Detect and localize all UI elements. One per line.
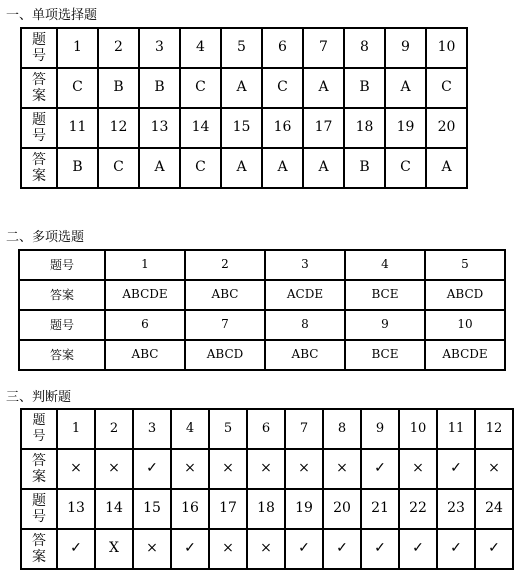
table-cell: A [221,68,262,108]
table-cell: ✓ [437,529,475,569]
table-cell: 20 [426,108,467,148]
table-cell: A [303,148,344,188]
table-cell: 13 [139,108,180,148]
table-cell: 2 [95,409,133,449]
table-cell: A [426,148,467,188]
table-cell: 6 [262,28,303,68]
table-row [19,250,505,280]
table-cell: × [95,449,133,489]
table-cell: 12 [98,108,139,148]
table-cell: 3 [139,28,180,68]
table-cell: 17 [303,108,344,148]
question-number-label: 题 号 [21,489,57,529]
table-cell: 21 [361,489,399,529]
table-cell: × [57,449,95,489]
table-cell: 8 [265,310,345,340]
table-cell: 6 [247,409,285,449]
section-heading-judge: 三、判断题 [6,390,72,405]
table-cell: 2 [98,28,139,68]
table-cell: 3 [133,409,171,449]
table-cell: ABC [265,340,345,370]
table-cell: BCE [345,280,425,310]
table-cell: 10 [426,28,467,68]
table-cell: ACDE [265,280,345,310]
table-cell: ✓ [361,449,399,489]
table-cell: 8 [323,409,361,449]
table-cell: C [262,68,303,108]
table-cell: B [57,148,98,188]
table-cell: B [139,68,180,108]
table-cell: 9 [361,409,399,449]
table-cell: 11 [57,108,98,148]
table-cell: × [247,529,285,569]
question-number-label: 题号 [19,310,105,340]
table-cell: ✓ [399,529,437,569]
table-cell: × [247,449,285,489]
table-row [19,310,505,340]
table-cell: 16 [262,108,303,148]
table-cell: 17 [209,489,247,529]
table-cell: × [399,449,437,489]
table-row [21,108,467,148]
table-cell: A [385,68,426,108]
table-cell: ABCD [185,340,265,370]
table-cell: 1 [105,250,185,280]
table-cell: 9 [385,28,426,68]
table-row [21,148,467,188]
table-cell: ✓ [57,529,95,569]
table-cell: 4 [171,409,209,449]
table-cell: 10 [425,310,505,340]
question-number-label: 题 号 [21,108,57,148]
table-cell: ✓ [323,529,361,569]
table-cell: ABCDE [425,340,505,370]
table-cell: × [133,529,171,569]
table-cell: 13 [57,489,95,529]
table-cell: 6 [105,310,185,340]
answer-label: 答 案 [21,148,57,188]
table-cell: ✓ [437,449,475,489]
table-cell: A [303,68,344,108]
table-cell: 7 [185,310,265,340]
table-cell: 19 [385,108,426,148]
table-cell: 24 [475,489,513,529]
table-cell: 5 [425,250,505,280]
table-cell: 14 [95,489,133,529]
table-cell: 15 [133,489,171,529]
table-cell: ✓ [361,529,399,569]
table-cell: 12 [475,409,513,449]
table-cell: 14 [180,108,221,148]
table-cell: 7 [285,409,323,449]
table-row [21,529,513,569]
table-row [19,340,505,370]
table-row [21,68,467,108]
table-cell: A [221,148,262,188]
table-cell: A [139,148,180,188]
section-heading-multi: 二、多项选题 [6,230,85,245]
table-cell: ABC [105,340,185,370]
table-cell: B [98,68,139,108]
section-heading-single: 一、单项选择题 [6,8,98,23]
table-cell: C [180,68,221,108]
multi-choice-table [18,249,506,371]
answer-label: 答 案 [21,529,57,569]
table-cell: × [171,449,209,489]
table-cell: 1 [57,28,98,68]
answer-label: 答案 [19,340,105,370]
table-cell: B [344,148,385,188]
table-cell: 18 [247,489,285,529]
table-cell: C [57,68,98,108]
table-row [21,449,513,489]
table-cell: 20 [323,489,361,529]
table-row [21,28,467,68]
table-cell: A [262,148,303,188]
table-cell: C [426,68,467,108]
table-cell: 15 [221,108,262,148]
table-cell: 22 [399,489,437,529]
table-row [21,409,513,449]
table-row [19,280,505,310]
table-cell: C [98,148,139,188]
table-cell: × [209,449,247,489]
table-cell: ✓ [285,529,323,569]
table-cell: 7 [303,28,344,68]
table-cell: 5 [221,28,262,68]
table-cell: × [323,449,361,489]
table-cell: 23 [437,489,475,529]
table-cell: × [475,449,513,489]
table-cell: ✓ [475,529,513,569]
table-cell: ABCDE [105,280,185,310]
table-cell: X [95,529,133,569]
answer-label: 答案 [19,280,105,310]
table-cell: 1 [57,409,95,449]
single-choice-table [20,27,468,189]
table-cell: C [180,148,221,188]
table-cell: BCE [345,340,425,370]
table-row [21,489,513,529]
answer-label: 答 案 [21,68,57,108]
table-cell: B [344,68,385,108]
table-cell: C [385,148,426,188]
table-cell: × [209,529,247,569]
table-cell: × [285,449,323,489]
table-cell: 18 [344,108,385,148]
table-cell: 4 [180,28,221,68]
table-cell: 2 [185,250,265,280]
table-cell: 10 [399,409,437,449]
question-number-label: 题号 [19,250,105,280]
table-cell: ✓ [133,449,171,489]
table-cell: 9 [345,310,425,340]
question-number-label: 题 号 [21,409,57,449]
question-number-label: 题 号 [21,28,57,68]
table-cell: 5 [209,409,247,449]
true-false-table [20,408,514,570]
answer-label: 答 案 [21,449,57,489]
table-cell: 19 [285,489,323,529]
table-cell: 3 [265,250,345,280]
table-cell: 11 [437,409,475,449]
table-cell: ABCD [425,280,505,310]
table-cell: ABC [185,280,265,310]
table-cell: ✓ [171,529,209,569]
table-cell: 8 [344,28,385,68]
table-cell: 4 [345,250,425,280]
table-cell: 16 [171,489,209,529]
